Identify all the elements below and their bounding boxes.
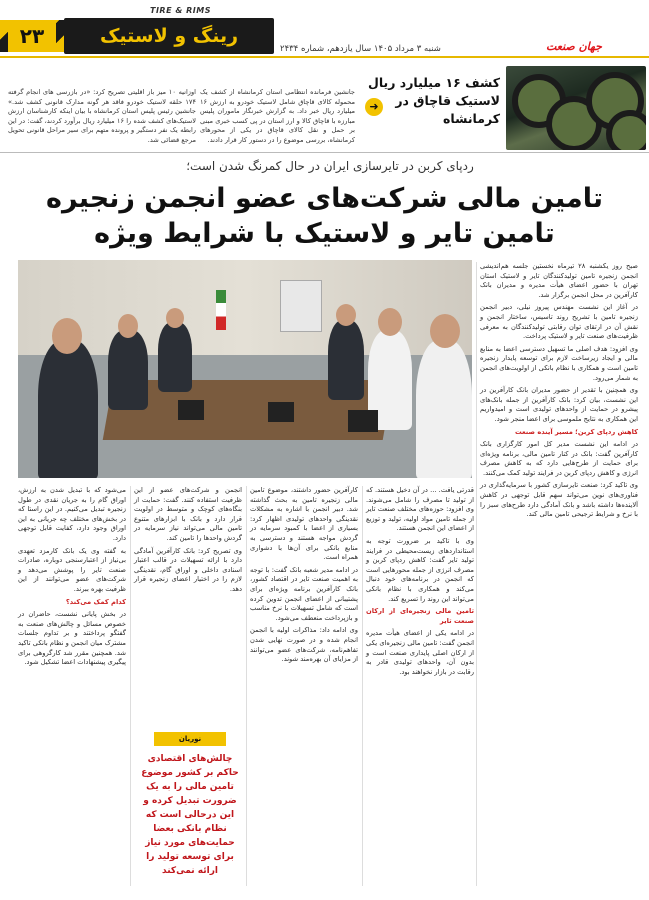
page-number: ۲۳ <box>8 20 56 52</box>
section-title: رینگ و لاستیک <box>64 18 274 54</box>
arrow-right-icon[interactable]: ➜ <box>365 98 383 116</box>
article-column-3 <box>134 486 242 598</box>
section-divider <box>0 152 649 153</box>
paragraph: صبح روز یکشنبه ۲۸ تیرماه نخستین جلسه هم‌اندیشی انجمن زنجیره تامین تولیدکنندگان تایر و لاستیک استان تهران با حضور اعضای هیأت مدیره و مدیران بانک کارآفرین در محل انجمن برگزار شد. <box>480 262 638 299</box>
paragraph: وی تاکید کرد: صنعت تایرسازی کشور با سرمایه‌گذاری در فناوری‌های نوین می‌تواند سهم قابل توجهی در کاهش آلاینده‌ها داشته باشد و بانک آمادگی دارد طرح‌های سبز را با نرخ و شرایط ترجیحی تامین مالی کند. <box>480 481 638 519</box>
top-news-text-left: اوزانیه ۱۰ میز باز اقلیتی تصریح کرد: «در بازرسی های انجام گرفته ۱۷۴ حلقه لاستیک خودرو فاقد هر گونه مدارک قانونی کشف شد.» جانشین رئیس پلیس استان کرمانشاه با بیان اینکه کارشناسان ارزش لاستیک‌های کشف شده را ۱۶ میلیارد ریال برآورد کردند، گفت: در این رابطه یک نفر دستگیر و پرونده متهم برای سیر مراحل قانونی تحویل مرجع قضائی شد. <box>8 88 196 144</box>
paragraph: وی افزود: هدف اصلی ما تسهیل دسترسی اعضا به منابع مالی و ایجاد زیرساخت لازم برای توسعه پایدار زنجیره تامین است و همکاری با نظام بانکی از اولویت‌های انجمن به شمار می‌رود. <box>480 344 638 382</box>
paragraph: کارآفرین حضور داشتند، موضوع تامین مالی زنجیره تامین به بحث گذاشته شد. دبیر انجمن با اشاره به مشکلات نقدینگی واحدهای تولیدی اظهار کرد: بسیاری از اعضا با کمبود سرمایه در گردش مواجه هستند و دسترسی به منابع بانکی برای آن‌ها با دشواری همراه است. <box>250 486 358 562</box>
article-column-4 <box>18 486 126 671</box>
meeting-photo <box>18 260 472 478</box>
header-divider <box>0 56 649 58</box>
date-line: شنبه ۳ مرداد ۱۴۰۵ سال یازدهم، شماره ۲۴۳۴ <box>280 44 441 54</box>
page-header <box>0 0 649 64</box>
paragraph: انجمن و شرکت‌های عضو از این ظرفیت استفاده کنند. گفت: حمایت از بنگاه‌های کوچک و متوسط در اولویت قرار دارد و بانک با ابزارهای متنوع تامین مالی می‌تواند نیاز سرمایه در گردش واحدها را تامین کند. <box>134 486 242 542</box>
article-kicker: ردپای کربن در تایرسازی ایران در حال کمرنگ شدن است؛ <box>186 159 474 173</box>
paragraph: در ادامه مدیر شعبه بانک گفت: با توجه به اهمیت صنعت تایر در اقتصاد کشور، بانک کارآفرین برنامه ویژه‌ای برای پشتیبانی از اعضای انجمن تدوین کرده است که شامل تسهیلات با نرخ مناسب و بازپرداخت منعطف می‌شود. <box>250 565 358 622</box>
paragraph: در بخش پایانی نشست، حاضران در خصوص مسائل و چالش‌های صنعت به گفتگو پرداختند و بر تداوم جلسات مشترک میان انجمن و نظام بانکی تاکید شد. همچنین مقرر شد کارگروهی برای پیگیری پیشنهادات اعضا تشکیل شود. <box>18 610 126 667</box>
paragraph: وی با تاکید بر ضرورت توجه به استانداردهای زیست‌محیطی در فرایند تولید تایر گفت: کاهش ردپای کربن و مصرف انرژی از جمله محورهایی است که انجمن در برنامه‌های خود دنبال می‌کند و همکاری با نظام بانکی می‌تواند این روند را تسریع کند. <box>366 536 474 603</box>
pull-quote <box>140 732 240 892</box>
tires-photo <box>506 66 646 150</box>
article-headline: تامین مالی شرکت‌های عضو انجمن زنجیره تامین تایر و لاستیک با شرایط ویژه <box>46 183 603 249</box>
subheading: کاهش ردپای کربن؛ مسیر آینده صنعت <box>514 427 638 436</box>
paragraph: وی همچنین با تقدیر از حضور مدیران بانک کارآفرین در این نشست، بیان کرد: بانک کارآفرین از جمله بانک‌های پیشرو در حمایت از واحدهای تولیدی است و امیدواریم این همکاری به نتایج ملموسی برای اعضا منجر شود. <box>480 386 638 423</box>
paragraph: قدرتی یافت. ... در آن دخیل هستند. که از تولید تا مصرف را شامل می‌شوند. وی افزود: حوزه‌های مختلف صنعت تایر از جمله تامین مواد اولیه، تولید و توزیع از اعضای این انجمن هستند. <box>366 486 474 533</box>
top-news-text-right: جانشین فرمانده انتظامی استان کرمانشاه از کشف یک محموله کالای قاچاق شامل لاستیک خودرو به ارزش ۱۶ میلیارد ریال خبر داد. به گزارش خبرنگار ماموران پلیس مبارزه با قاچاق کالا و ارز استان در پی کسب خبری مبنی بر حمل و نقل کالای قاچاق در یکی از محورهای کرمانشاه، بررسی موضوع را در دستور کار قرار دادند. <box>200 88 355 144</box>
paragraph: در ادامه این نشست مدیر کل امور کارگزاری بانک کارآفرین گفت: بانک در کنار تامین مالی، برنامه ویژه‌ای برای حمایت از طرح‌هایی دارد که به کاهش مصرف انرژی و کاهش ردپای کربن در فرایند تولید کمک می‌کنند. <box>480 440 638 477</box>
top-news-headline[interactable]: کشف ۱۶ میلیارد ریال لاستیک قاچاق در کرمانشاه <box>368 75 500 126</box>
paragraph: وی تصریح کرد: بانک کارآفرین آمادگی دارد با ارائه تسهیلات در قالب اعتبار اسنادی داخلی و اوراق گام، نقدینگی لازم را در اختیار اعضای زنجیره قرار دهد. <box>134 546 242 593</box>
quote-tag: نوریان <box>154 732 226 746</box>
paragraph: در ادامه یکی از اعضای هیأت مدیره انجمن گفت: تامین مالی زنجیره‌ای یکی از ارکان اصلی پایداری صنعت است و بدون آن، واحدهای تولیدی قادر به رقابت در بازار نخواهند بود. <box>366 629 474 676</box>
article-column-2 <box>250 486 358 668</box>
quote-text: چالش‌های اقتصادی حاکم بر کشور موضوع تامین مالی را به یک ضرورت تبدیل کرده و این درحالی است که نظام بانکی بعضا حمایت‌های مورد نیاز برای توسعه تولید را ارائه نمی‌کند <box>141 754 239 876</box>
paragraph: می‌شود که با تبدیل شدن به ارزش، اوراق گام را به جریان نقدی در طول زنجیره تبدیل می‌کنیم. در این راستا که در بخش‌های مختلف چه جریانی به این اوراق وجود دارد، کفایت قابل توجهی دارد. <box>18 486 126 542</box>
subheading: کدام کمک می‌کند؟ <box>65 597 126 606</box>
publication-logo: جهان صنعت <box>546 40 602 53</box>
sidebar-column <box>480 262 638 523</box>
paragraph: به گفته وی یک بانک کارمزد تعهدی بی‌نیاز از اعتبارسنجی دوباره، صادرات صنعت تایر را پوشش می‌دهد و شرکت‌های عضو می‌توانند از این ظرفیت بهره ببرند. <box>18 546 126 593</box>
article-column-1 <box>366 486 474 680</box>
paragraph: در آغاز این نشست مهندس پیروز نیلی، دبیر انجمن زنجیره تامین با تشریح روند تاسیس، ساختار انجمن و نقش آن در ارتقای توان رقابتی تولیدکنندگان به معرفی ظرفیت‌های صنعت تایر و لاستیک پرداخت. <box>480 303 638 341</box>
subheading: تامین مالی زنجیره‌ای از ارکان صنعت تایر <box>366 607 474 625</box>
paragraph: وی ادامه داد: مذاکرات اولیه با انجمن انجام شده و در صورت نهایی شدن تفاهم‌نامه، شرکت‌های عضو می‌توانند از مزایای آن بهره‌مند شوند. <box>250 626 358 664</box>
tire-rims-logo: TIRE & RIMS <box>150 6 211 15</box>
